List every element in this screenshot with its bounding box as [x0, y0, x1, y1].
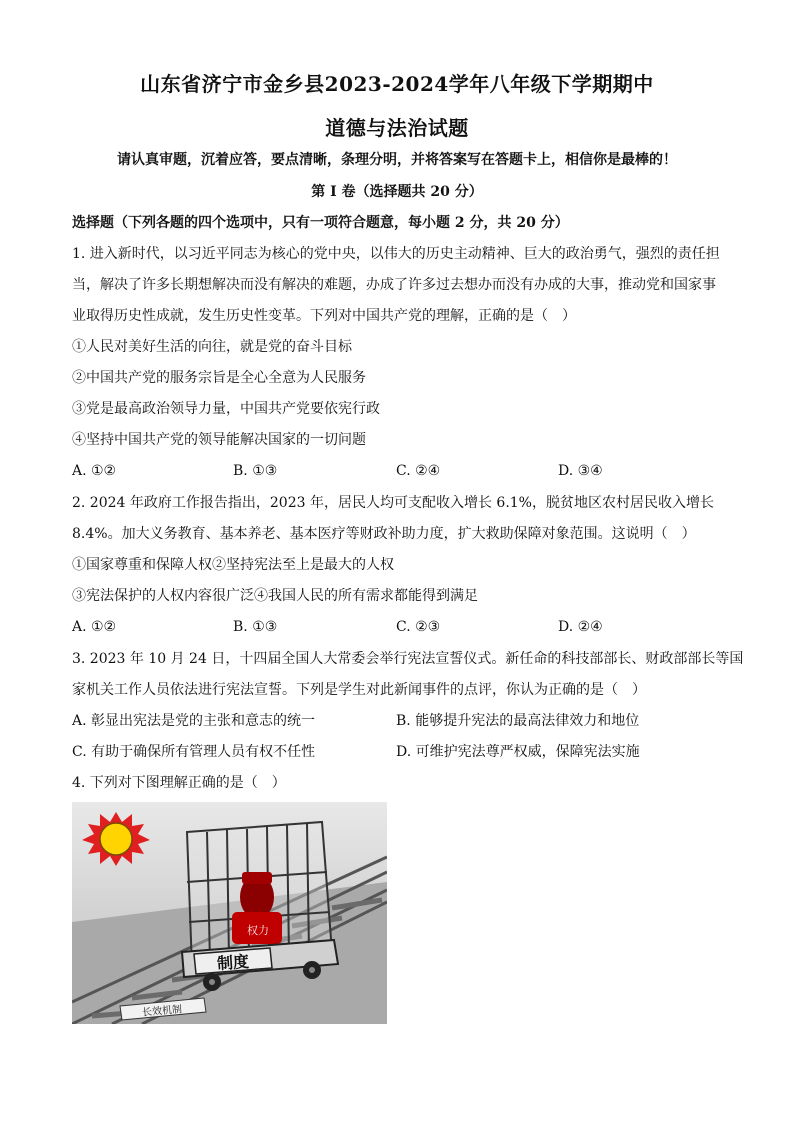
q3-option-a: A. 彰显出宪法是党的主张和意志的统一: [72, 713, 316, 729]
q3-stem-line-2: 家机关工作人员依法进行宪法宣誓。下列是学生对此新闻事件的点评，你认为正确的是（ ）: [72, 682, 646, 698]
q2-option-c: C. ②③: [396, 619, 441, 635]
q2-statement-1: ①国家尊重和保障人权②坚持宪法至上是最大的人权: [72, 557, 394, 573]
q4-cartoon-figure: [72, 802, 387, 1024]
q3-option-d: D. 可维护宪法尊严权威，保障宪法实施: [396, 744, 640, 760]
q1-stem-line-1: 1. 进入新时代，以习近平同志为核心的党中央，以伟大的历史主动精神、巨大的政治勇气，强烈的责任担: [72, 246, 720, 262]
q2-stem-line-2: 8.4%。加大义务教育、基本养老、基本医疗等财政补助力度，扩大救助保障对象范围。这说明（ ）: [72, 526, 696, 542]
q2-option-d: D. ②④: [558, 619, 603, 635]
q1-statement-3: ③党是最高政治领导力量，中国共产党要依宪行政: [72, 401, 380, 417]
instruction-text: 请认真审题，沉着应答，要点清晰，条理分明，并将答案写在答题卡上，相信你是最棒的！: [117, 152, 677, 168]
cartoon-svg: [72, 802, 387, 1024]
exam-title: 山东省济宁市金乡县2023-2024学年八年级下学期期中: [140, 72, 654, 96]
q1-option-b: B. ①③: [233, 463, 278, 479]
q2-option-b: B. ①③: [233, 619, 278, 635]
q3-stem-line-1: 3. 2023 年 10 月 24 日，十四届全国人大常委会举行宪法宣誓仪式。新任命的科技部部长、财政部部长等国: [72, 651, 744, 667]
q1-statement-4: ④坚持中国共产党的领导能解决国家的一切问题: [72, 432, 366, 448]
q1-option-c: C. ②④: [396, 463, 441, 479]
q1-stem-line-3: 业取得历史性成就，发生历史性变革。下列对中国共产党的理解，正确的是（ ）: [72, 308, 576, 324]
q2-statement-2: ③宪法保护的人权内容很广泛④我国人民的所有需求都能得到满足: [72, 588, 478, 604]
choice-intro: 选择题（下列各题的四个选项中，只有一项符合题意，每小题 2 分，共 20 分）: [72, 215, 569, 231]
exam-subtitle: 道德与法治试题: [325, 116, 469, 140]
q1-stem-line-2: 当，解决了许多长期想解决而没有解决的难题，办成了许多过去想办而没有办成的大事，推动党和国家事: [72, 277, 716, 293]
q1-option-a: A. ①②: [72, 463, 117, 479]
rail-label: 长效机制: [141, 1004, 183, 1019]
section-heading: 第 I 卷（选择题共 20 分）: [311, 184, 483, 200]
cart-label: 制度: [216, 951, 250, 974]
q1-statement-1: ①人民对美好生活的向往，就是党的奋斗目标: [72, 339, 352, 355]
q3-option-c: C. 有助于确保所有管理人员有权不任性: [72, 744, 316, 760]
q3-option-b: B. 能够提升宪法的最高法律效力和地位: [396, 713, 640, 729]
q1-statement-2: ②中国共产党的服务宗旨是全心全意为人民服务: [72, 370, 366, 386]
power-label: 权力: [247, 924, 269, 937]
q4-stem: 4. 下列对下图理解正确的是（ ）: [72, 775, 286, 791]
q2-stem-line-1: 2. 2024 年政府工作报告指出，2023 年，居民人均可支配收入增长 6.1%，脱贫地区农村居民收入增长: [72, 495, 714, 511]
q1-option-d: D. ③④: [558, 463, 603, 479]
q2-option-a: A. ①②: [72, 619, 117, 635]
